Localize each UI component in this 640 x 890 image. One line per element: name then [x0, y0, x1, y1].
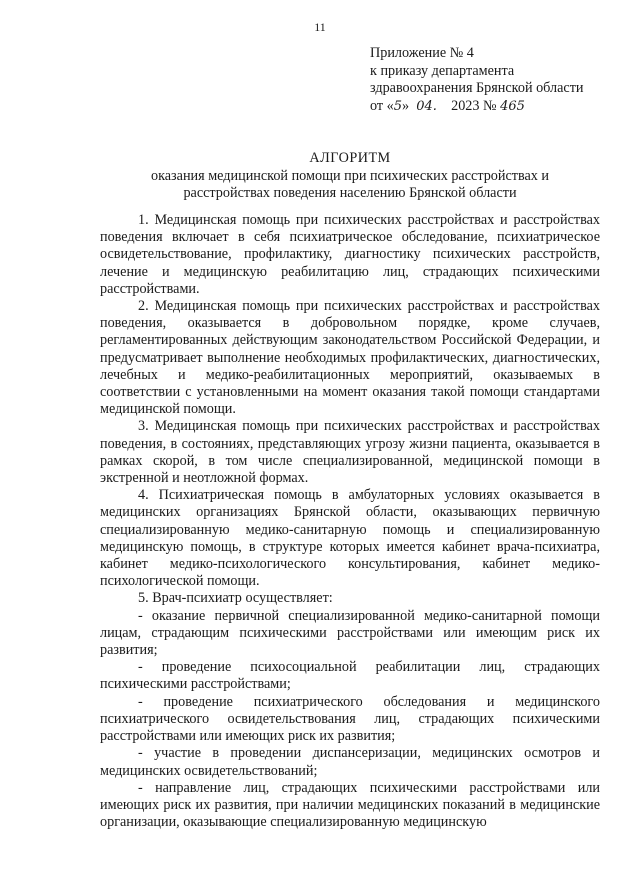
paragraph: 1. Медицинская помощь при психических расстройствах и расстройствах поведения включает в себя психиатрическое обследование, психиатрическое освидетельствование, профилактику, диагностику психических расстройств, лечение и медицинскую реабилитацию лиц, страдающих психическими расстройствами. — [100, 212, 600, 297]
order-number-handwritten: 465 — [500, 98, 525, 114]
paragraph: 5. Врач-психиатр осуществляет: — [138, 590, 333, 607]
title-heading: АЛГОРИТМ — [309, 150, 391, 166]
appendix-date-line — [370, 98, 620, 116]
date-month-handwritten: 04. — [416, 98, 437, 114]
list-item: - участие в проведении диспансеризации, медицинских осмотров и медицинских освидетельствований; — [100, 745, 600, 779]
date-year: 2023 № — [451, 97, 497, 114]
list-item: - проведение психиатрического обследования и медицинского психиатрического освидетельствования лиц, страдающих психическими расстройствами или имеющих риск их развития; — [100, 693, 600, 745]
paragraph: 3. Медицинская помощь при психических расстройствах и расстройствах поведения, в состояниях, представляющих угрозу жизни пациента, оказывается в рамках скорой, в том числе специализированной, медицинской помощи в экстренной и неотложной формах. — [100, 418, 600, 487]
title-line-2: расстройствах поведения населению Брянской области — [183, 185, 517, 201]
date-prefix: от « — [370, 97, 394, 114]
list-item: - проведение психосоциальной реабилитации лиц, страдающих психическими расстройствами; — [100, 659, 600, 693]
paragraph: 4. Психиатрическая помощь в амбулаторных условиях оказывается в медицинских организациях Брянской области, оказывающих первичную специализированную медико-санитарную помощь и специализированную медицинскую помощь, в структуре которых имеется кабинет врача-психиатра, кабинет медико-психологического консультирования, кабинет медико-психологической помощи. — [100, 487, 600, 590]
date-day-handwritten: 5 — [393, 98, 403, 114]
date-mid: » — [402, 97, 410, 114]
list-item: - оказание первичной специализированной медико-санитарной помощи лицам, страдающим психическими расстройствами или имеющим риск их развития; — [100, 607, 600, 659]
appendix-line-1: Приложение № 4 — [370, 45, 474, 61]
page-number: 11 — [314, 20, 326, 34]
appendix-header — [370, 45, 620, 115]
paragraph: 2. Медицинская помощь при психических расстройствах и расстройствах поведения, оказывается в добровольном порядке, кроме случаев, регламентированных действующим законодательством Российской Федерации, и предусматривает выполнение необходимых профилактических, диагностических, лечебных и медико-реабилитационных мероприятий, оказываемых в соответствии с установленными на момент оказания такой помощи стандартами медицинской помощи. — [100, 298, 600, 418]
document-body — [100, 212, 600, 831]
list-item: - направление лиц, страдающих психическими расстройствами или имеющих риск их развития, при наличии медицинских показаний в медицинские организации, оказывающие специализированную медицинскую — [100, 779, 600, 831]
appendix-line-2: к приказу департамента — [370, 62, 515, 79]
document-title — [100, 150, 600, 203]
title-line-1: оказания медицинской помощи при психических расстройствах и — [150, 167, 550, 184]
appendix-line-3: здравоохранения Брянской области — [370, 80, 584, 97]
